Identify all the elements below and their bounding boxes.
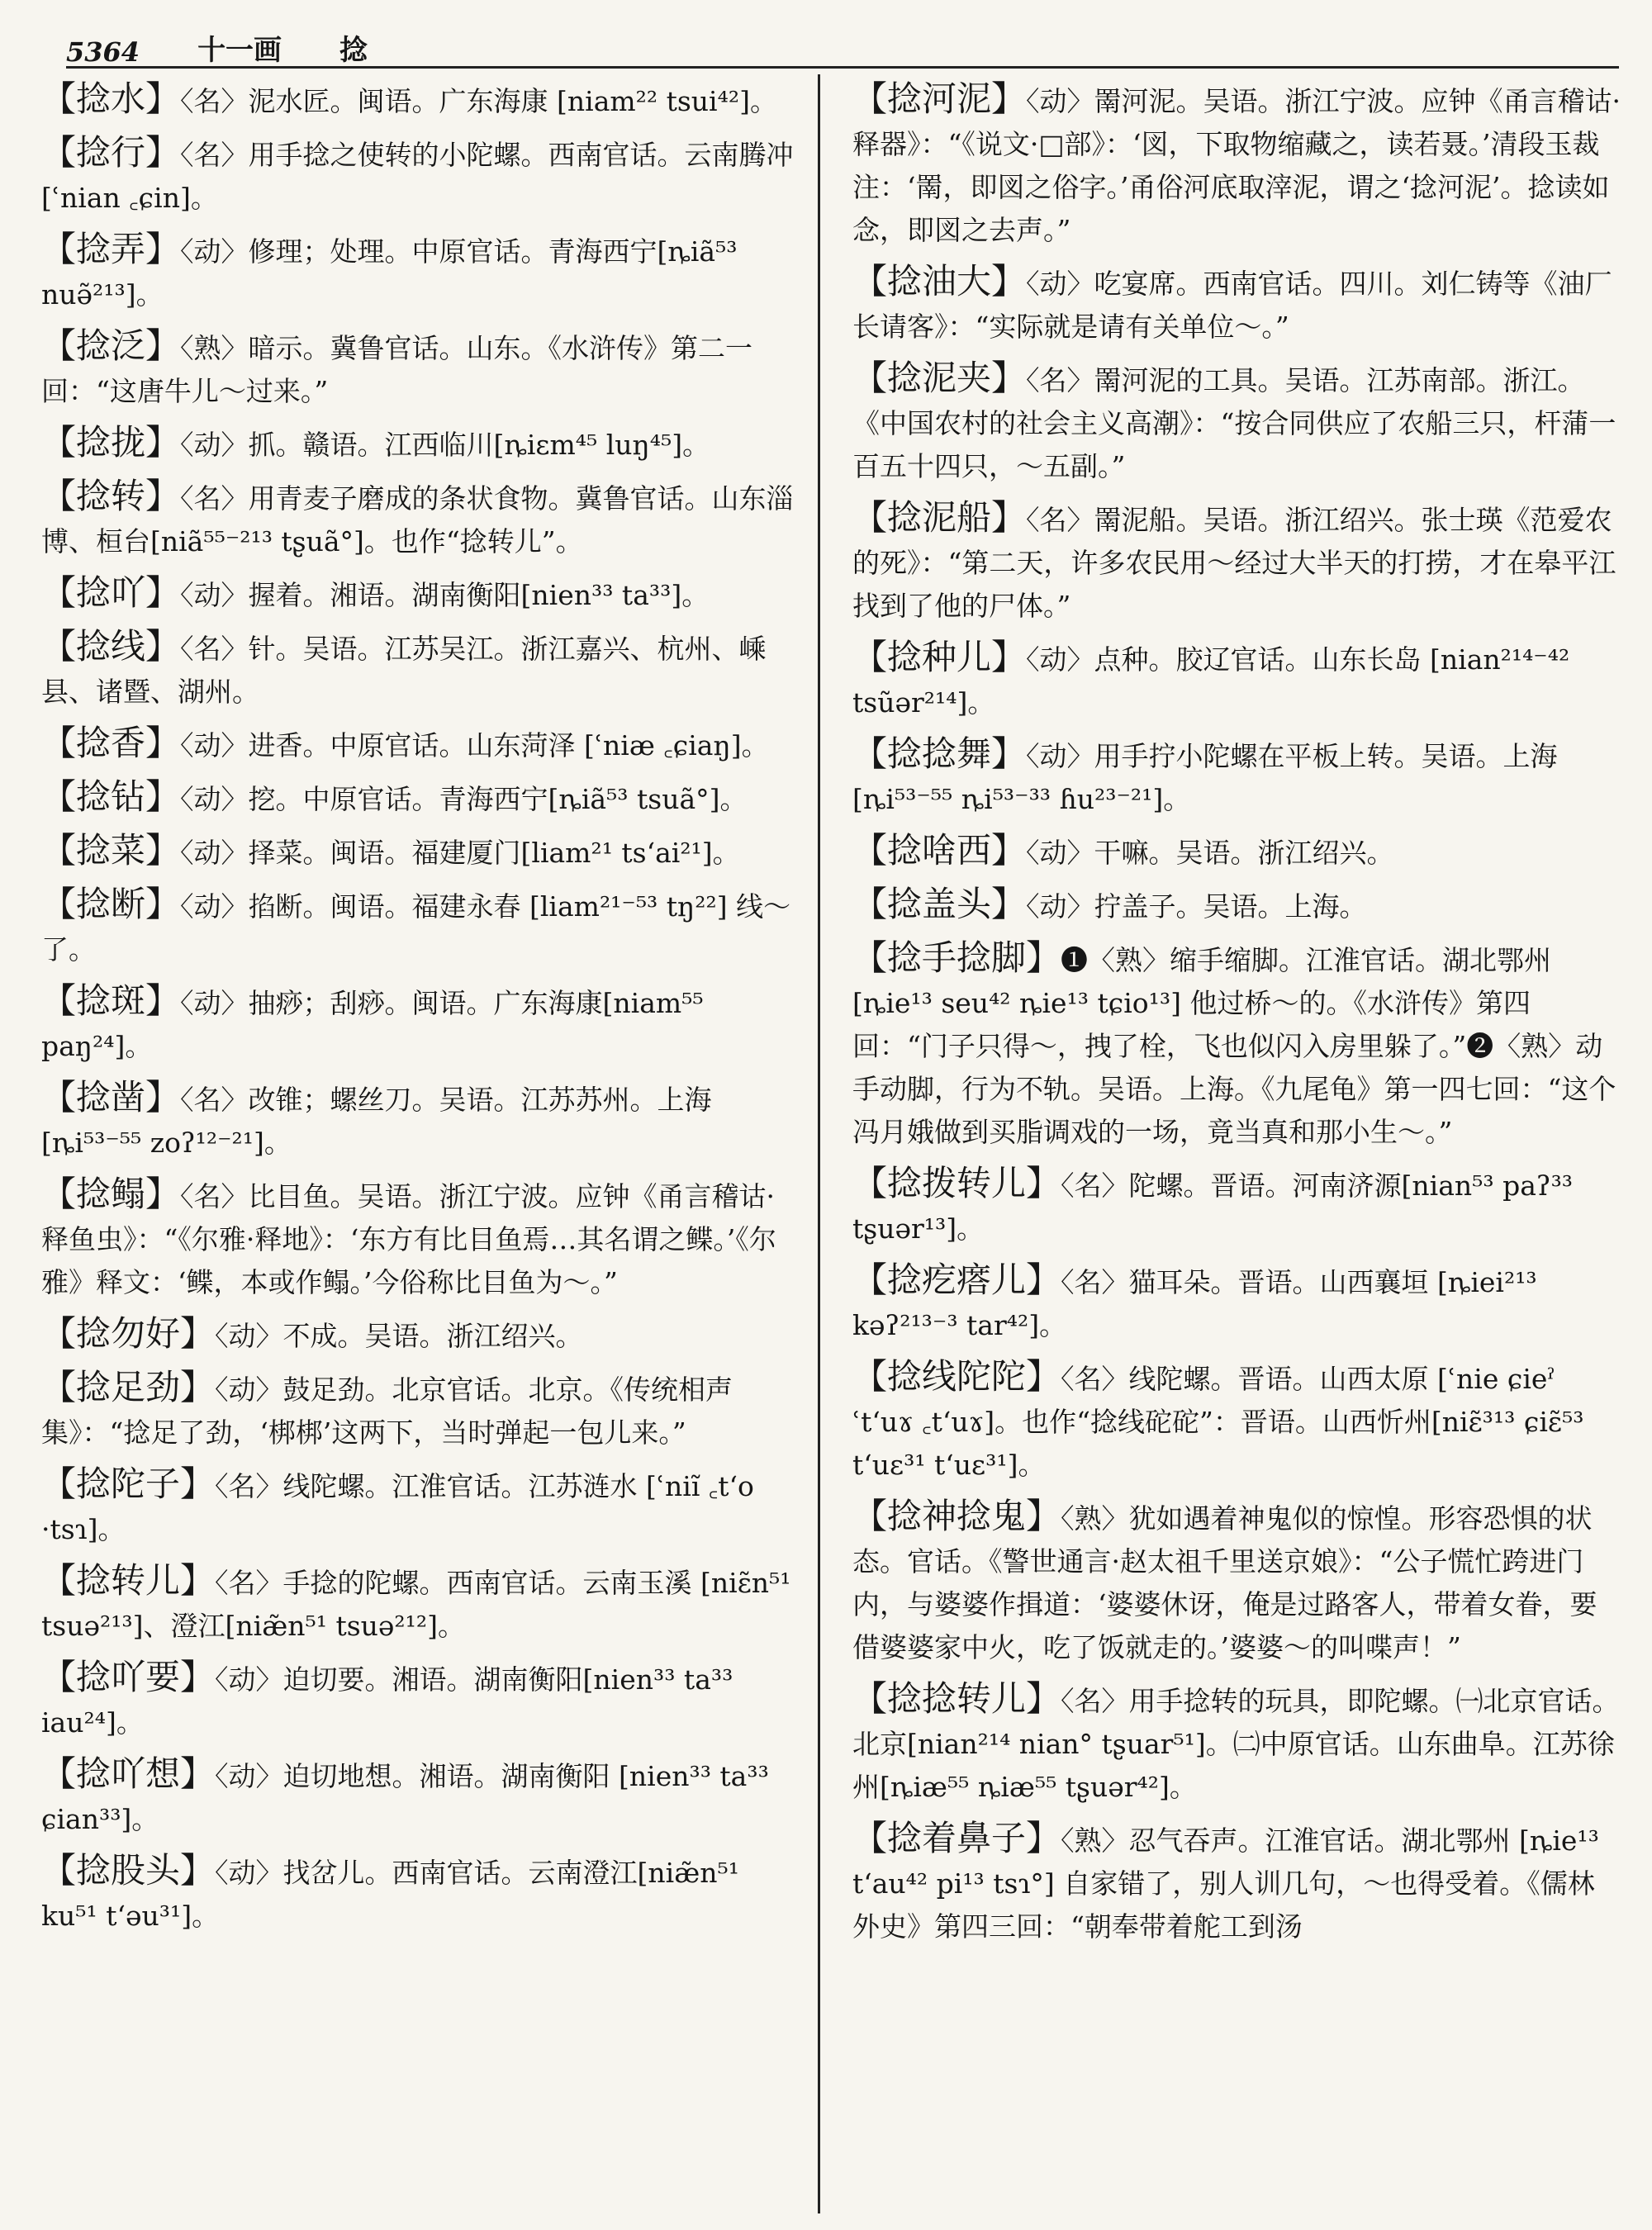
dictionary-entry [41, 1463, 797, 1551]
entry-part-of-speech: 〈名〉 [1061, 1170, 1129, 1202]
dictionary-entry [852, 1495, 1621, 1669]
entry-definition: 猫耳朵。晋语。山西襄垣 [ȵiei²¹³ kəʔ²¹³⁻³ tar⁴²]。 [852, 1266, 1537, 1341]
section-label: 十一画 [197, 34, 282, 67]
dictionary-entry [852, 733, 1621, 821]
entry-definition: 比目鱼。吴语。浙江宁波。应钟《甬言稽诂·释鱼虫》：“《尔雅·释地》：‘东方有比目鱼焉…其名谓之鲽。’《尔雅》释文：‘鲽，本或作鳎。’今俗称比目鱼为～。” [41, 1180, 776, 1298]
entry-headword: 【捻线】 [41, 626, 181, 667]
entry-headword: 【捻着鼻子】 [852, 1818, 1061, 1858]
entry-part-of-speech: 〈名〉 [1061, 1363, 1129, 1395]
entry-definition: 罱泥船。吴语。浙江绍兴。张士瑛《范爱农的死》：“第二天，许多农民用～经过大半天的打捞，才在皋平江找到了他的尸体。” [852, 504, 1616, 622]
entry-definition: 修理；处理。中原官话。青海西宁[ȵiã⁵³ nuə̃²¹³]。 [41, 235, 738, 311]
entry-part-of-speech: 〈动〉 [180, 987, 249, 1019]
entry-definition: ❶〈熟〉缩手缩脚。江淮官话。湖北鄂州 [ȵie¹³ seu⁴² ȵie¹³ tɕio¹³] 他过桥～的。《水浒传》第四回：“门子只得～，拽了栓，飞也似闪入房里躲了。”❷〈熟〉动手动脚，行为不轨。吴语。上海。《九尾龟》第一四七回：“这个冯月娥做到买脂调戏的一场，竟当真和那小生～。” [852, 944, 1616, 1148]
dictionary-entry [41, 1849, 797, 1938]
entry-part-of-speech: 〈动〉 [1026, 643, 1094, 676]
dictionary-entry [41, 1173, 797, 1304]
dictionary-entry [41, 1366, 797, 1454]
entry-headword: 【捻盖头】 [852, 884, 1027, 924]
entry-definition: 线陀螺。晋语。山西太原 [ʿnie ɕieˀ ʿtʻuɤ ꜀tʻuɤ]。也作“捻线砣砣”：晋语。山西忻州[niɛ̃³¹³ ɕiɛ̃⁵³ tʻuɛ³¹ tʻuɛ³¹]。 [852, 1363, 1584, 1481]
dictionary-entry [41, 722, 797, 767]
entry-headword: 【捻香】 [41, 723, 181, 763]
dictionary-entry [852, 260, 1621, 349]
entry-headword: 【捻斑】 [41, 980, 181, 1021]
entry-headword: 【捻足劲】 [41, 1367, 216, 1407]
entry-definition: 暗示。冀鲁官话。山东。《水浒传》第二一回：“这唐牛儿～过来。” [41, 332, 753, 407]
right-column [852, 78, 1621, 1957]
entry-definition: 罱河泥的工具。吴语。江苏南部。浙江。《中国农村的社会主义高潮》：“按合同供应了农船三只，杆蒲一百五十四只，～五副。” [852, 364, 1616, 482]
entry-part-of-speech: 〈动〉 [180, 235, 249, 268]
dictionary-entry [41, 228, 797, 316]
entry-headword: 【捻吖】 [41, 572, 181, 613]
entry-headword: 【捻捻转儿】 [852, 1678, 1061, 1719]
entry-part-of-speech: 〈动〉 [1026, 837, 1094, 869]
entry-definition: 进香。中原官话。山东菏泽 [ʿniæ ꜀ɕiaŋ]。 [248, 729, 769, 762]
entry-headword: 【捻疙瘩儿】 [852, 1260, 1061, 1300]
dictionary-entry [852, 1162, 1621, 1250]
entry-part-of-speech: 〈动〉 [1026, 268, 1094, 300]
dictionary-entry [41, 421, 797, 467]
dictionary-entry [41, 776, 797, 821]
entry-headword: 【捻弄】 [41, 229, 181, 269]
entry-part-of-speech: 〈熟〉 [1061, 1502, 1129, 1535]
dictionary-entry [41, 572, 797, 617]
column-divider [818, 74, 820, 2213]
entry-definition: 泥水匠。闽语。广东海康 [niam²² tsui⁴²]。 [248, 85, 777, 117]
entry-part-of-speech: 〈动〉 [1026, 890, 1094, 923]
entry-definition: 点种。胶辽官话。山东长岛 [nian²¹⁴⁻⁴² tsũər²¹⁴]。 [852, 643, 1570, 719]
entry-part-of-speech: 〈名〉 [215, 1470, 283, 1502]
entry-headword: 【捻转儿】 [41, 1560, 216, 1601]
entry-part-of-speech: 〈动〉 [180, 729, 249, 762]
entry-definition: 挖。中原官话。青海西宁[ȵiã⁵³ tsuã°]。 [248, 783, 748, 815]
entry-definition: 用手捻转的玩具，即陀螺。㈠北京官话。北京[nian²¹⁴ nian° tʂuar⁵¹]。㈡中原官话。山东曲阜。江苏徐州[ȵiæ⁵⁵ ȵiæ⁵⁵ tʂuər⁴²]。 [852, 1685, 1620, 1803]
entry-headword: 【捻拢】 [41, 422, 181, 463]
dictionary-entry [41, 131, 797, 220]
entry-definition: 忍气吞声。江淮官话。湖北鄂州 [ȵie¹³ tʻau⁴² pi¹³ tsɿ°] 自家错了，别人训几句，～也得受着。《儒林外史》第四三回：“朝奉带着舵工到汤 [852, 1824, 1599, 1943]
dictionary-entry [41, 1559, 797, 1648]
entry-definition: 手捻的陀螺。西南官话。云南玉溪 [niɛ̃n⁵¹ tsuə²¹³]、澄江[niæ̃n⁵¹ tsuə²¹²]。 [41, 1567, 791, 1642]
dictionary-entry [852, 883, 1621, 928]
entry-headword: 【捻菜】 [41, 830, 181, 871]
page-number: 5364 [66, 36, 140, 68]
entry-part-of-speech: 〈动〉 [215, 1760, 283, 1792]
dictionary-entry [852, 937, 1621, 1154]
dictionary-entry [41, 78, 797, 123]
entry-definition: 改锥；螺丝刀。吴语。江苏苏州。上海 [ȵi⁵³⁻⁵⁵ zoʔ¹²⁻²¹]。 [41, 1084, 712, 1159]
entry-part-of-speech: 〈熟〉 [1061, 1824, 1129, 1857]
entry-definition: 迫切地想。湘语。湖南衡阳 [nien³³ ta³³ ɕian³³]。 [41, 1760, 769, 1835]
entry-definition: 吃宴席。西南官话。四川。刘仁铸等《油厂长请客》：“实际就是请有关单位～。” [852, 268, 1612, 343]
dictionary-entry [41, 829, 797, 875]
entry-part-of-speech: 〈名〉 [1026, 364, 1094, 396]
entry-headword: 【捻泛】 [41, 325, 181, 366]
dictionary-entry [41, 980, 797, 1068]
entry-part-of-speech: 〈动〉 [180, 890, 249, 923]
entry-headword: 【捻泥夹】 [852, 358, 1027, 398]
entry-definition: 用青麦子磨成的条状食物。冀鲁官话。山东淄博、桓台[niã⁵⁵⁻²¹³ tʂuã°]。也作“捻转儿”。 [41, 482, 794, 558]
entry-headword: 【捻种儿】 [852, 637, 1027, 677]
entry-definition: 用手捻之使转的小陀螺。西南官话。云南腾冲[ʿnian ꜀ɕin]。 [41, 139, 794, 214]
entry-headword: 【捻股头】 [41, 1850, 216, 1891]
dictionary-entry [852, 1259, 1621, 1347]
entry-part-of-speech: 〈名〉 [1026, 504, 1094, 536]
entry-part-of-speech: 〈名〉 [180, 482, 249, 515]
dictionary-entry [852, 78, 1621, 252]
entry-headword: 【捻钻】 [41, 776, 181, 817]
entry-headword: 【捻转】 [41, 476, 181, 516]
entry-part-of-speech: 〈熟〉 [180, 332, 249, 364]
dictionary-entry [41, 883, 797, 971]
entry-headword: 【捻勿好】 [41, 1313, 216, 1354]
entry-part-of-speech: 〈动〉 [1026, 740, 1094, 772]
entry-part-of-speech: 〈动〉 [215, 1320, 283, 1352]
entry-part-of-speech: 〈名〉 [215, 1567, 283, 1599]
entry-part-of-speech: 〈名〉 [1061, 1685, 1129, 1717]
entry-definition: 择菜。闽语。福建厦门[liam²¹ tsʻai²¹]。 [248, 837, 740, 869]
dictionary-entry [41, 475, 797, 563]
left-column [41, 78, 797, 1946]
entry-part-of-speech: 〈名〉 [180, 1084, 249, 1116]
entry-headword: 【捻拨转儿】 [852, 1163, 1061, 1203]
entry-definition: 罱河泥。吴语。浙江宁波。应钟《甬言稽诂·释器》：“《说文·□部》：‘図，下取物缩藏之，读若聂。’清段玉裁注：‘罱，即図之俗字。’甬俗河底取滓泥，谓之‘捻河泥’。捻读如念，即図之去声。” [852, 85, 1621, 246]
entry-part-of-speech: 〈动〉 [215, 1857, 283, 1889]
entry-headword: 【捻行】 [41, 132, 181, 173]
entry-part-of-speech: 〈动〉 [215, 1374, 283, 1406]
dictionary-entry [852, 829, 1621, 875]
entry-definition: 掐断。闽语。福建永春 [liam²¹⁻⁵³ tŋ²²] 线～了。 [41, 890, 791, 966]
header-rule [66, 66, 1619, 69]
dictionary-entry [852, 1817, 1621, 1948]
entry-part-of-speech: 〈动〉 [180, 579, 249, 611]
entry-headword: 【捻水】 [41, 78, 181, 119]
entry-definition: 线陀螺。江淮官话。江苏涟水 [ʿniĩ ꜀tʻo ·tsɿ]。 [41, 1470, 754, 1545]
entry-definition: 迫切要。湘语。湖南衡阳[nien³³ ta³³ iau²⁴]。 [41, 1663, 733, 1739]
entry-part-of-speech: 〈名〉 [180, 1180, 249, 1212]
entry-definition: 用手拧小陀螺在平板上转。吴语。上海 [ȵi⁵³⁻⁵⁵ ȵi⁵³⁻³³ ɦu²³⁻²¹]。 [852, 740, 1558, 815]
dictionary-entry [852, 1677, 1621, 1809]
dictionary-entry [41, 1076, 797, 1165]
header-character: 捻 [339, 34, 368, 67]
entry-part-of-speech: 〈名〉 [1061, 1266, 1129, 1298]
dictionary-entry [852, 1355, 1621, 1487]
entry-headword: 【捻捻舞】 [852, 733, 1027, 774]
entry-definition: 握着。湘语。湖南衡阳[nien³³ ta³³]。 [248, 579, 710, 611]
entry-headword: 【捻吖想】 [41, 1753, 216, 1794]
dictionary-entry [852, 496, 1621, 628]
entry-definition: 针。吴语。江苏吴江。浙江嘉兴、杭州、嵊县、诸暨、湖州。 [41, 633, 767, 708]
entry-definition: 拧盖子。吴语。上海。 [1094, 890, 1367, 923]
entry-part-of-speech: 〈名〉 [180, 85, 249, 117]
entry-headword: 【捻河泥】 [852, 78, 1027, 119]
entry-definition: 不成。吴语。浙江绍兴。 [282, 1320, 583, 1352]
entry-headword: 【捻线陀陀】 [852, 1356, 1061, 1397]
entry-headword: 【捻手捻脚】 [852, 937, 1061, 978]
entry-headword: 【捻吖要】 [41, 1657, 216, 1697]
entry-part-of-speech: 〈动〉 [1026, 85, 1094, 117]
entry-headword: 【捻断】 [41, 884, 181, 924]
entry-part-of-speech: 〈动〉 [180, 783, 249, 815]
entry-definition: 陀螺。晋语。河南济源[nian⁵³ paʔ³³ tʂuər¹³]。 [852, 1170, 1574, 1245]
entry-part-of-speech: 〈动〉 [180, 837, 249, 869]
entry-definition: 犹如遇着神鬼似的惊惶。形容恐惧的状态。官话。《警世通言·赵太祖千里送京娘》：“公子慌忙跨进门内，与婆婆作揖道：‘婆婆休讶，俺是过路客人，带着女眷，要借婆婆家中火，吃了饭就走的。’婆婆～的叫喋声！” [852, 1502, 1597, 1663]
dictionary-entry [852, 357, 1621, 488]
entry-headword: 【捻油大】 [852, 261, 1027, 301]
page-header [66, 18, 1602, 68]
entry-definition: 找岔儿。西南官话。云南澄江[niæ̃n⁵¹ ku⁵¹ tʻəu³¹]。 [41, 1857, 739, 1932]
dictionary-entry [41, 325, 797, 413]
entry-headword: 【捻鳎】 [41, 1174, 181, 1214]
entry-headword: 【捻凿】 [41, 1077, 181, 1117]
entry-headword: 【捻啥西】 [852, 830, 1027, 871]
dictionary-entry [852, 636, 1621, 724]
entry-part-of-speech: 〈动〉 [180, 429, 249, 461]
dictionary-entry [41, 1656, 797, 1744]
dictionary-entry [41, 1753, 797, 1841]
entry-definition: 鼓足劲。北京官话。北京。《传统相声集》：“捻足了劲，‘梆梆’这两下，当时弹起一包儿来。” [41, 1374, 733, 1449]
entry-part-of-speech: 〈名〉 [180, 633, 249, 665]
dictionary-entry [41, 1312, 797, 1358]
entry-part-of-speech: 〈名〉 [180, 139, 249, 171]
entry-headword: 【捻神捻鬼】 [852, 1496, 1061, 1536]
dictionary-entry [41, 625, 797, 714]
entry-part-of-speech: 〈动〉 [215, 1663, 283, 1696]
entry-definition: 抽痧；刮痧。闽语。广东海康[niam⁵⁵ paŋ²⁴]。 [41, 987, 704, 1062]
entry-headword: 【捻陀子】 [41, 1464, 216, 1504]
entry-definition: 干嘛。吴语。浙江绍兴。 [1094, 837, 1394, 869]
entry-definition: 抓。赣语。江西临川[ȵiɛm⁴⁵ luŋ⁴⁵]。 [248, 429, 710, 461]
entry-headword: 【捻泥船】 [852, 497, 1027, 538]
